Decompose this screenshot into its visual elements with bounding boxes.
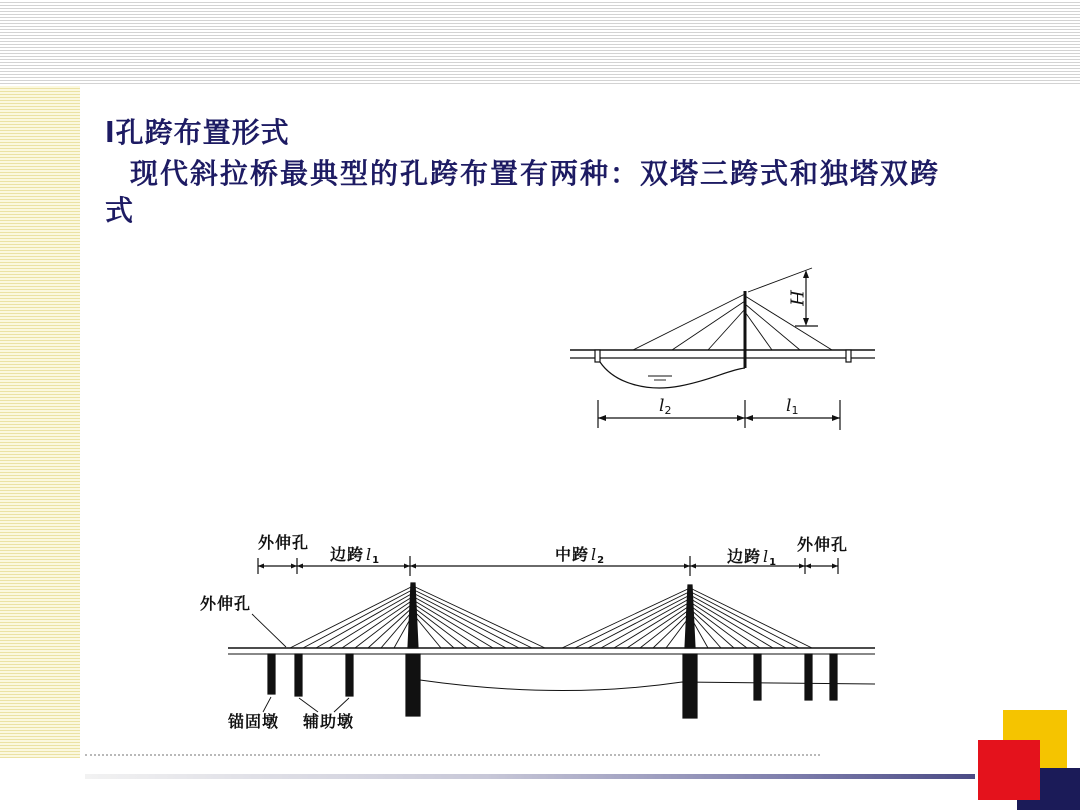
span-symbol: l — [786, 396, 792, 416]
riverbed-profile — [600, 362, 745, 388]
dim-label-right-overhang: 外伸孔 — [797, 535, 849, 554]
callout-auxiliary-pier: 辅助墩 — [303, 712, 355, 731]
stay-cable — [342, 600, 413, 648]
twin-tower-three-span-diagram — [195, 512, 885, 734]
left-tower-pier — [406, 654, 420, 716]
span-symbol: l — [763, 547, 770, 566]
span-symbol: l — [591, 545, 598, 564]
span-subscript: 2 — [597, 555, 606, 566]
arrowhead — [297, 564, 303, 569]
arrowhead — [598, 415, 606, 421]
body-line: 现代斜拉桥最典型的孔跨布置有两种：双塔三跨式和独塔双跨 — [130, 157, 941, 190]
stay-cable — [614, 602, 690, 648]
height-extension-line — [748, 268, 812, 292]
stay-cable — [290, 586, 413, 648]
dim-label-main-span — [555, 545, 605, 566]
stay-cable — [413, 597, 506, 649]
anchor-pier-right — [830, 654, 837, 700]
span-symbol: l — [366, 545, 373, 564]
span-label-left — [659, 396, 671, 417]
arrowhead — [684, 564, 690, 569]
span-symbol: l — [659, 396, 665, 416]
arrowhead — [832, 564, 838, 569]
arrowhead — [805, 564, 811, 569]
top-striped-band — [0, 0, 1080, 86]
stay-cable — [640, 609, 690, 648]
stay-cable — [745, 304, 800, 350]
stay-cable — [355, 604, 413, 649]
stay-cable — [633, 294, 745, 350]
span-name: 中跨 — [555, 545, 590, 564]
span-subscript: 1 — [769, 557, 778, 568]
dotted-divider — [85, 754, 820, 756]
dim-label-left-overhang: 外伸孔 — [258, 533, 310, 552]
stay-cable — [690, 588, 812, 648]
stay-cable — [413, 600, 493, 648]
stay-cables — [290, 586, 812, 648]
single-tower-two-span-diagram — [565, 260, 880, 435]
callout-overhang-span: 外伸孔 — [200, 594, 252, 613]
span-subscript: 1 — [791, 404, 799, 417]
stay-cable — [708, 309, 745, 350]
auxiliary-pier-right — [805, 654, 812, 700]
stay-cable — [368, 607, 413, 648]
arrowhead — [803, 318, 809, 326]
left-tower — [408, 583, 418, 648]
stay-cable — [690, 592, 799, 649]
auxiliary-pier-left — [346, 654, 353, 696]
arrowhead — [737, 415, 745, 421]
callout-leader — [334, 698, 349, 712]
arrowhead — [832, 415, 840, 421]
decor-square-red — [978, 740, 1040, 800]
height-symbol: H — [785, 290, 807, 306]
slide-title: l孔跨布置形式 — [105, 116, 290, 149]
dim-label-right-side-span — [727, 547, 777, 568]
arrowhead — [404, 564, 410, 569]
stay-cable — [690, 599, 773, 649]
callout-anchor-pier: 锚固墩 — [228, 712, 280, 731]
stay-cable — [413, 590, 532, 649]
right-tower — [685, 585, 695, 648]
arrowhead — [258, 564, 264, 569]
arrowhead — [410, 564, 416, 569]
span-label-right — [786, 396, 798, 417]
gradient-divider — [85, 774, 975, 779]
auxiliary-pier-left — [295, 654, 302, 696]
left-striped-band — [0, 86, 80, 758]
stay-cable — [745, 312, 772, 350]
dim-label-left-side-span — [330, 545, 380, 566]
stay-cable — [413, 593, 519, 648]
stay-cable — [627, 606, 690, 649]
auxiliary-pier-right — [754, 654, 761, 700]
right-abutment — [846, 350, 851, 362]
arrowhead — [745, 415, 753, 421]
span-name: 边跨 — [330, 545, 365, 564]
anchor-pier-left — [268, 654, 275, 694]
slide-body-text — [105, 155, 940, 229]
right-tower-pier — [683, 654, 697, 718]
arrowhead — [690, 564, 696, 569]
body-line: 式 — [105, 194, 136, 227]
callout-leader — [263, 697, 271, 712]
arrowhead — [799, 564, 805, 569]
span-subscript: 2 — [664, 404, 672, 417]
span-subscript: 1 — [372, 555, 381, 566]
stay-cable — [303, 590, 413, 649]
callout-leader — [252, 614, 286, 647]
callout-leader — [299, 698, 318, 712]
span-name: 边跨 — [727, 547, 762, 566]
left-abutment — [595, 350, 600, 362]
arrowhead — [291, 564, 297, 569]
